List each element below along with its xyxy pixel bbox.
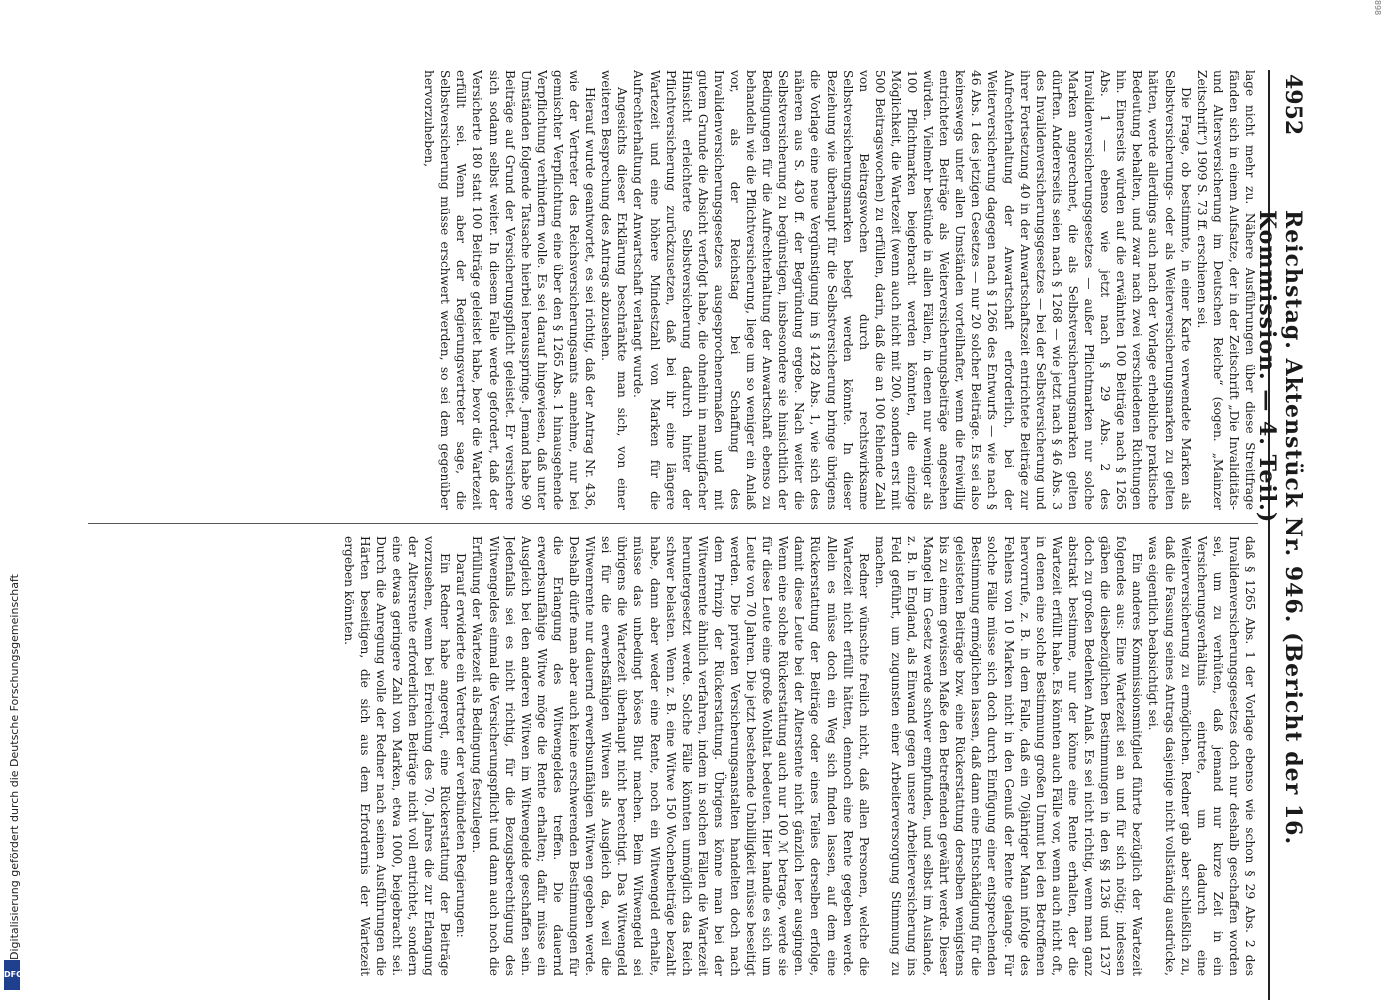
left-column xyxy=(88,70,1258,510)
paragraph: Redner wünschte freilich nicht, daß allen Personen, welche die Wartezeit nicht erfüllt hätten, dennoch eine Rente gegeben werde. Allein es müsse doch ein Weg sich finden lassen, auf dem eine Rückerstattung der Beiträge oder eines Teiles derselben erfolge, damit diese Leute bei der Alterstente nicht gänzlich leer ausgingen. Wenn eine solche Rückerstattung auch nur 100 ℳ betrage, werde sie für diese Leute eine große Wohltat bedeuten. Hier handle es sich um Leute von 70 Jahren. Die jetzt bestehende Unbilligkeit müsse beseitigt werden. Die privaten Versicherungsanstalten handelten doch nach dem Prinzip der Rückerstattung. Übrigens könne man bei der Witwenrente ähnlich verfahren, indem in solchen Fällen die Wartezeit heruntergesetzt werde. Solche Fälle könnten unmöglich das Reich schwer belasten. Wenn z. B. eine Witwe 150 Wochenbeiträge bezahlt habe, dann aber weder eine Rente, noch ein Witwengeld erhalte, müsse das unbedingt böses Blut machen. Beim Witwengeld sei übrigens die Wartezeit überhaupt nicht berechtigt. Das Witwengeld sei für die erwerbsfähigen Witwen als Ausgleich da, weil die Witwenrente nur dauernd erwerbsunfähigen Witwen gegeben werde. Deshalb dürfe man aber auch keine erschwerenden Bestimmungen für die Erlangung des Witwengeldes treffen. Die dauernd erwerbsunfähige Witwe möge die Rente erhalten; dafür müsse ein Ausgleich bei den anderen Witwen im Witwengelde geschaffen sein. Jedenfalls sei es nicht richtig, für die Bezugsberechtigung des Witwengeldes einmal die Versicherungspflicht und dann auch noch die Erfüllung der Wartezeit als Bedingung festzulegen. xyxy=(470,536,871,976)
page-header xyxy=(1254,70,1312,1000)
running-title: Reichstag. Aktenstück Nr. 946. (Bericht der 16. Kommission. — 4. Teil.) xyxy=(1254,210,1306,846)
dfg-logo: DFG xyxy=(4,960,20,990)
column-divider xyxy=(88,523,1258,524)
paragraph: daß § 1265 Abs. 1 der Vorlage ebenso wie schon § 29 Abs. 2 des Invalidenversicherungsgesetzes doch nur deshalb geschaffen worden sei, um zu verhüten, daß jemand nur kurze Zeit in ein Versicherungsverhältnis eintrete, um dadurch eine Weiterversicherung zu ermöglichen. Redner gab aber schließlich zu, daß die Fassung seines Antrags dasjenige nicht vollständig ausdrücke, was eigentlich beabsichtigt sei. xyxy=(1146,536,1257,976)
paragraph: lage nicht mehr zu. Nähere Ausführungen über diese Streitfrage fänden sich in einem Aufsatze, der in der Zeitschrift „Die Invaliditäts- und Altersversicherung im Deutschen Reiche“ (sogen. „Mainzer Zeitschrift“) 1909 S. 73 ff. erschienen sei. xyxy=(1194,70,1257,510)
edge-mark: 898 xyxy=(1373,0,1382,16)
digitization-credit: Digitalisierung gefördert durch die Deutsche Forschungsgemeinschaft xyxy=(8,574,21,960)
paragraph: Die Frage, ob bestimmte, in einer Karte verwendete Marken als Selbstversicherungs- oder als Weiterversicherungsmarken zu gelten hätten, werde allerdings auch nach der Vorlage erhebliche praktische Bedeutung behalten, und zwar nach zwei verschiedenen Richtungen hin. Einerseits würden auf die erwähnten 100 Beiträge nach § 1265 Abs. 1 — ebenso wie jetzt nach § 29 Abs. 2 des Invalidenversicherungsgesetzes — außer Pflichtmarken nur solche Marken angerechnet, die als Selbstversicherungsmarken gelten dürften. Andererseits seien nach § 1268 — wie jetzt nach § 46 Abs. 3 des Invalidenversicherungsgesetzes — bei der Selbstversicherung und ihrer Fortsetzung 40 in der Anwartschaftszeit entrichtete Beiträge zur Aufrechterhaltung der Anwartschaft erforderlich, bei der Weiterversicherung dagegen nach § 1266 des Entwurfs — wie nach § 46 Abs. 1 des jetzigen Gesetzes — nur 20 solcher Beiträge. Es sei also keineswegs unter allen Umständen vorteilhafter, wenn die freiwillig entrichteten Beiträge als Weiterversicherungsbeiträge angesehen würden. Vielmehr bestünde in allen Fällen, in denen nur weniger als 100 Pflichtmarken beigebracht werden könnten, die einzige Möglichkeit, die Wartezeit (wenn auch nicht mit 200, sondern erst mit 500 Beitragswochen) zu erfüllen, darin, daß die an 100 fehlende Zahl von Beitragswochen durch rechtswirksame Selbstversicherungsmarken belegt werden könnte. In dieser Beziehung wie überhaupt für die Selbstversicherung bringe übrigens die Vorlage eine neue Vergünstigung im § 1428 Abs. 1, wie sich des näheren aus S. 430 ff. der Begründung ergebe. Nach weiter die Selbstversicherung zu begünstigen, insbesondere sie hinsichtlich der Bedingungen für die Aufrechterhaltung der Anwartschaft ebenso zu behandeln wie die Pflichtversicherung, liege um so weniger ein Anlaß vor, als der Reichstag bei Schaffung des Invalidenversicherungsgesetzes ausgesprochenermaßen und mit gutem Grunde die Absicht verfolgt habe, die ohnehin in mannigfacher Hinsicht erleichterte Selbstversicherung dadurch hinter der Pflichtversicherung zurückzusetzen, daß bei ihr eine längere Wartezeit und eine höhere Mindestzahl von Marken für die Aufrechterhaltung der Anwartschaft verlangt wurde. xyxy=(631,70,1193,510)
page-number: 4952 xyxy=(1280,74,1306,136)
paragraph: Hierauf wurde geantwortet, es sei richtig, daß der Antrag Nr. 436, wie der Vertreter des Reichsversicherungsamts annehme, nur bei gemischter Verpflichtung eine über den § 1265 Abs. 1 hinausgehende Verpflichtung verhindern wolle. Es sei darauf hingewiesen, daß unter Umständen folgende Tatsache hierbei herausspringe. Jemand habe 90 Beiträge auf Grund der Versicherungspflicht geleistet. Er versichere sich sodann selbst weiter. In diesem Falle werde gefordert, daß der Versicherte 180 statt 100 Beiträge geleistet habe, bevor die Wartezeit erfüllt sei. Wenn aber der Regierungsvertreter sage, die Selbstversicherung müsse erschwert werden, so sei dem gegenüber hervorzuheben, xyxy=(422,70,598,510)
paragraph: Ein Redner habe angeregt, eine Rückerstattung der Beiträge vorzusehen, wenn bei Erreichung des 70. Jahres die zur Erlangung der Altersrente erforderlichen Beiträge nicht voll entrichtet, sondern eine etwas geringere Zahl von Marken, etwa 1000, beigebracht sei. Durch die Anregung wolle der Redner nach seinen Ausführungen die Härten beseitigen, die sich aus dem Erfordernis der Wartezeit ergeben könnten. xyxy=(341,536,453,976)
paragraph: Darauf erwiderte ein Vertreter der verbündeten Regierungen: xyxy=(454,553,469,938)
rotated-document-page xyxy=(72,70,1312,1000)
right-column xyxy=(88,536,1258,976)
paragraph: Angesichts dieser Erklärung beschränkte man sich, von einer weiteren Besprechung des Antrags abzusehen. xyxy=(599,70,630,510)
paragraph: Ein anderes Kommissionsmitglied führte bezüglich der Wartezeit folgendes aus: Eine Wartezeit sei an und für sich nötig; indessen gäben die diesbezüglichen Bestimmungen in den §§ 1236 und 1237 doch zu großen Bedenken Anlaß. Es sei nicht richtig, wenn man ganz abstrakt bestimme, nur der könne eine Rente erhalten, der die Wartezeit erfüllt habe. Es könnten auch Fälle vor, wenn auch nicht oft, in denen eine solche Bestimmung großen Unmut bei den Betroffenen hervorrufe, z. B. in dem Falle, daß ein 70jähriger Mann infolge des Fehlens von 10 Marken nicht in den Genuß der Rente gelange. Für solche Fälle müsse sich doch durch Einfügung einer entsprechenden Bestimmung ermöglichen lassen, daß dann eine Entschädigung für die geleisteten Beiträge bzw. eine Rückerstattung derselben wenigstens bis zu einem gewissen Maße den Betreffenden gewährt werde. Dieser Mangel im Gesetz werde schwer empfunden, und selbst im Auslande, z. B. in England, als Einwand gegen unsere Arbeiterversicherung ins Feld geführt, um zugunsten einer Arbeiterversorgung Stimmung zu machen. xyxy=(872,536,1145,976)
